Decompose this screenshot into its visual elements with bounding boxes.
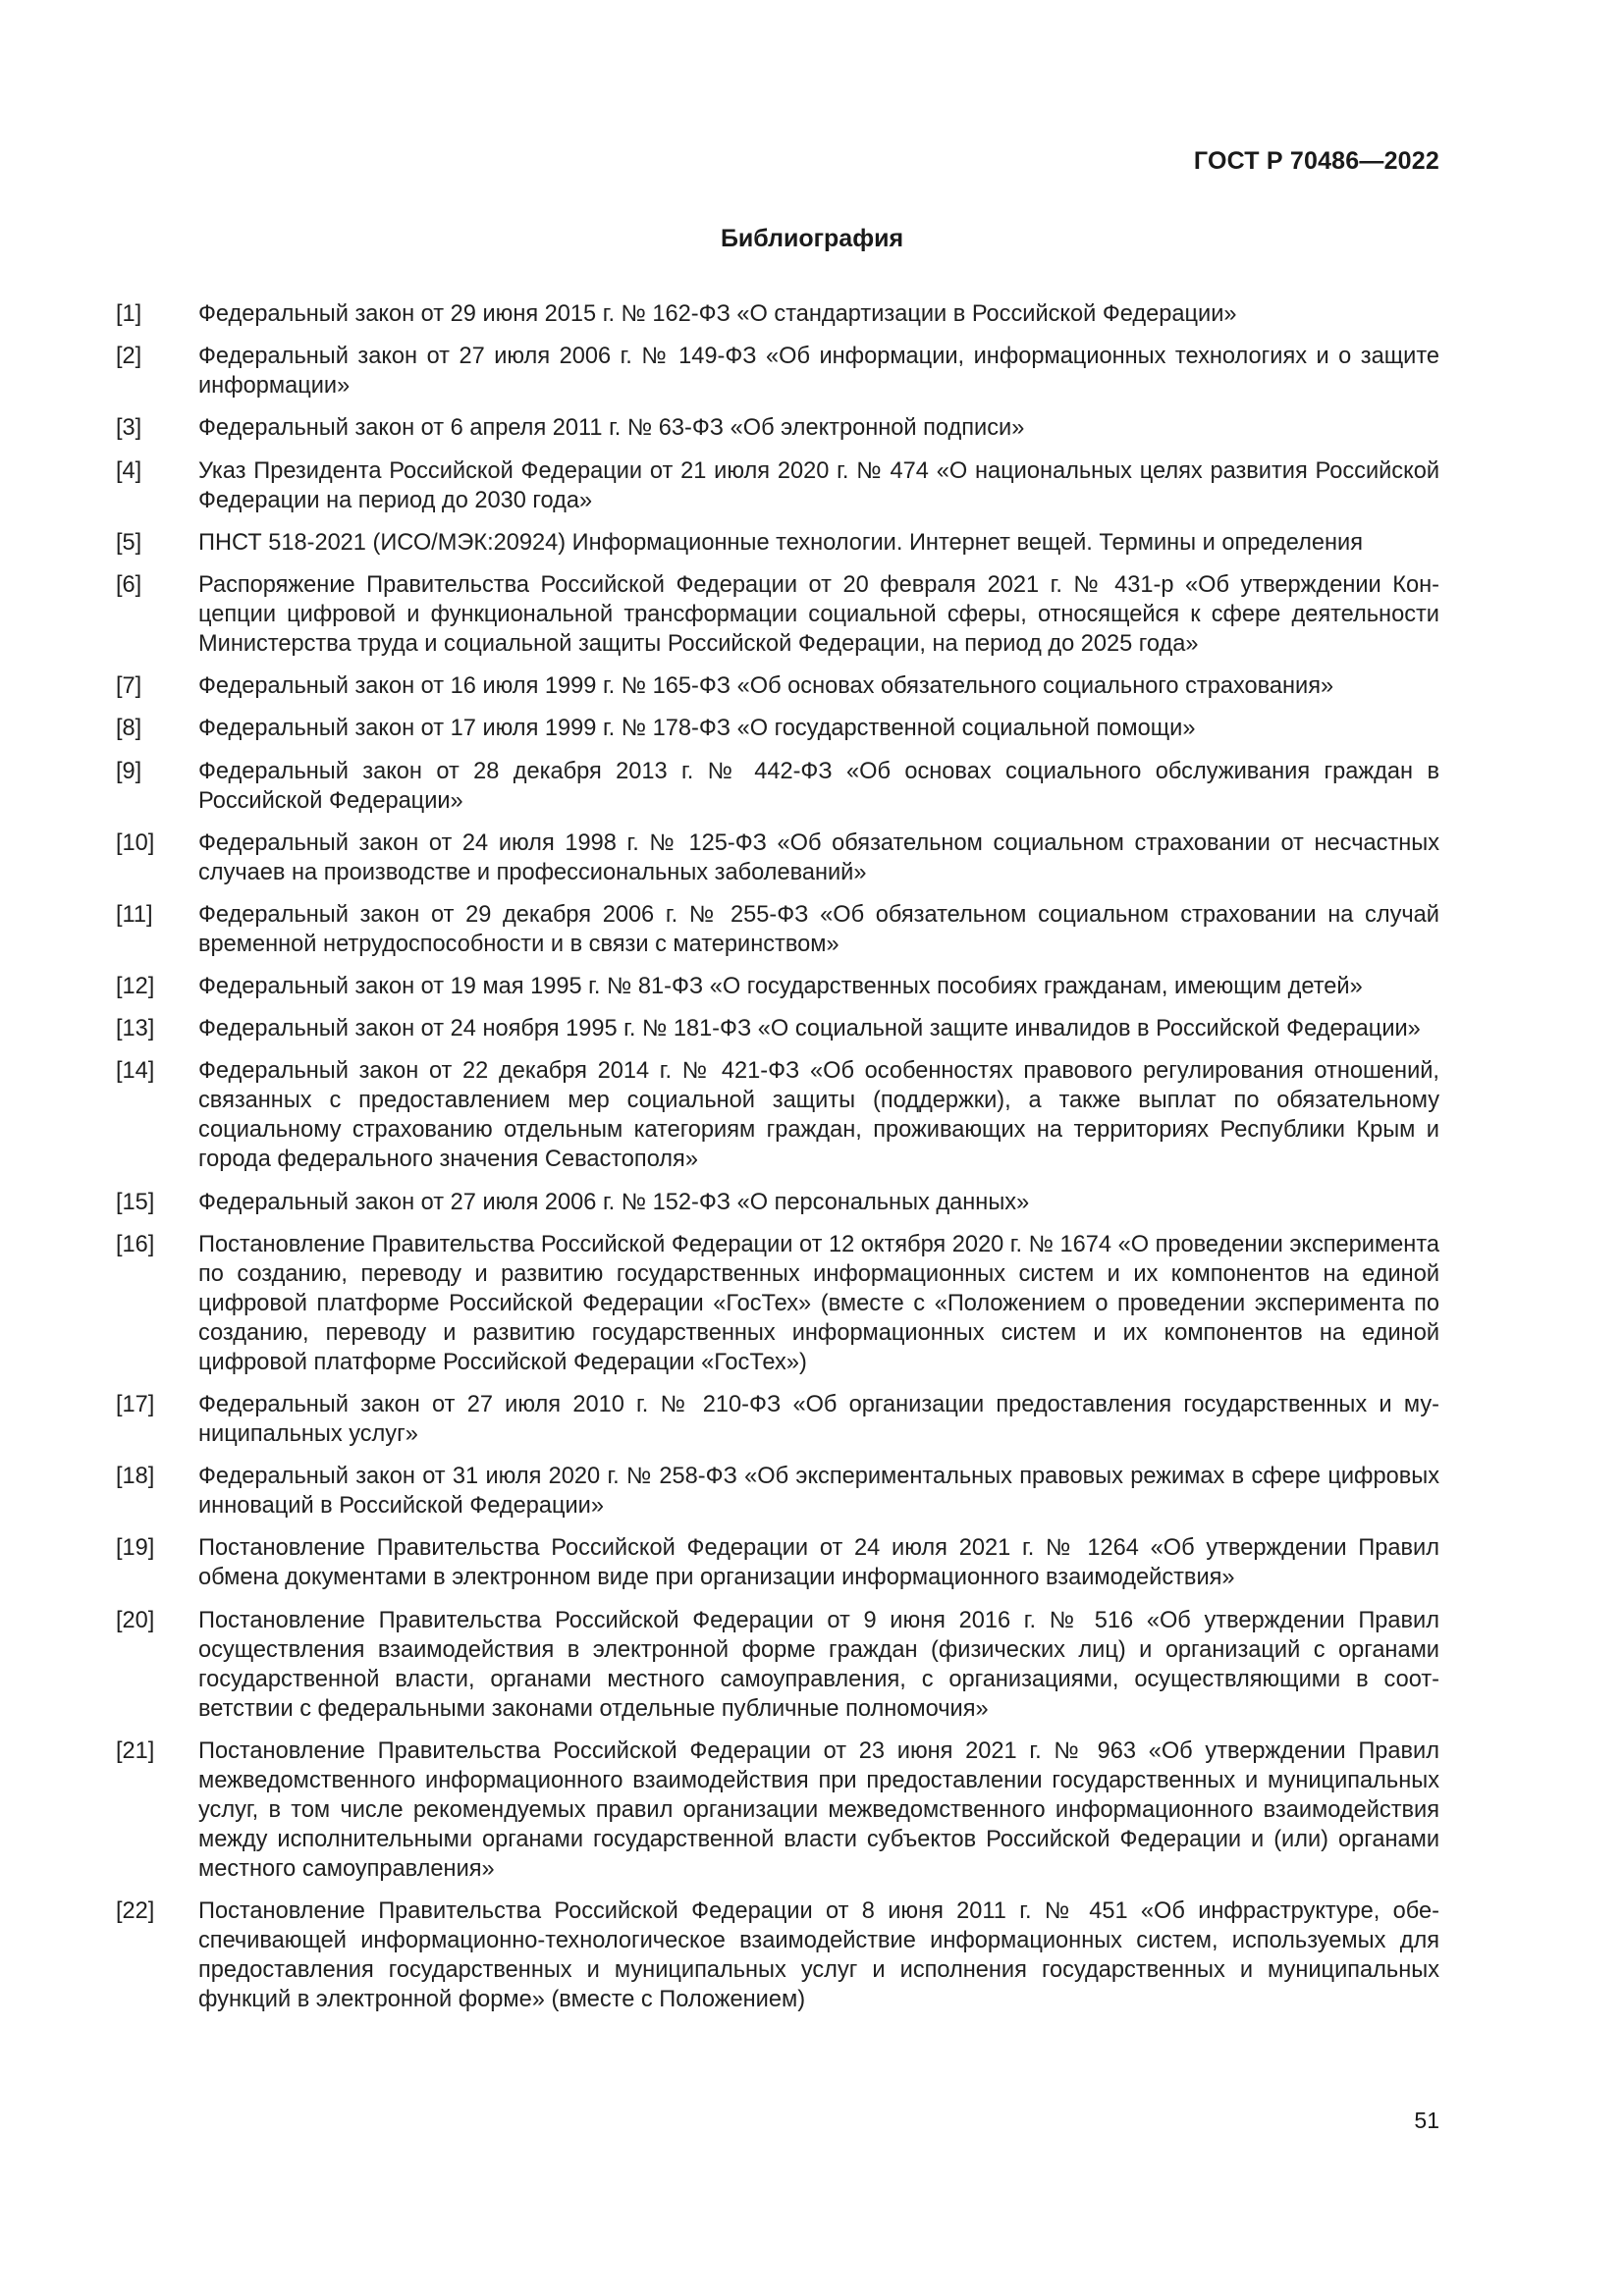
bibliography-entry	[116, 413, 1439, 443]
bibliography-entry-text: Постановление Правительства Российской Федерации от 23 июня 2021 г. № 963 «Об утверждении Правил межведомственного информационного взаимодействия при предоставлении государственных и муниципальных услуг, в том числе рекомендуемых правил организации межведомственного информационного взаимодействия между исполнительными органами государственной власти субъектов Российской Федерации и (или) органами местного самоуправления»	[198, 1737, 1439, 1882]
bibliography-entry	[116, 1056, 1439, 1174]
bibliography-entry-text: Федеральный закон от 31 июля 2020 г. № 258-ФЗ «Об экспериментальных правовых режимах в сфере цифровых инноваций в Российской Федерации»	[198, 1464, 1439, 1520]
bibliography-entry	[116, 1014, 1439, 1043]
bibliography-entry-number: [15]	[116, 1189, 155, 1215]
bibliography-entry	[116, 1188, 1439, 1217]
document-code: ГОСТ Р 70486—2022	[1193, 147, 1439, 175]
bibliography-entry-number: [5]	[116, 529, 142, 556]
bibliography-entry-text: Федеральный закон от 24 июля 1998 г. № 125-ФЗ «Об обязательном социальном страховании от несчастных случаев на производстве и профессиональных заболеваний»	[198, 829, 1439, 885]
bibliography-entry-text: Федеральный закон от 16 июля 1999 г. № 165-ФЗ «Об основах обязательного социального страхования»	[198, 673, 1334, 700]
bibliography-list	[116, 299, 1439, 2027]
bibliography-entry	[116, 342, 1439, 400]
bibliography-entry-text: Федеральный закон от 29 декабря 2006 г. № 255-ФЗ «Об обязательном социальном страховании на случай временной нетрудоспособности и в связи с материнством»	[198, 901, 1439, 957]
bibliography-entry-number: [14]	[116, 1058, 155, 1085]
bibliography-entry-number: [4]	[116, 457, 142, 484]
bibliography-entry	[116, 299, 1439, 329]
bibliography-entry-number: [8]	[116, 716, 142, 742]
bibliography-entry	[116, 714, 1439, 743]
bibliography-entry-text: Постановление Правительства Российской Федерации от 8 июня 2011 г. № 451 «Об инфраструктуре, обеспечивающей информационно-технологическое взаимодействие информационных систем, используемых для предоставления государственных и муниципальных услуг и исполнения государственных и муниципальных функций в электронной форме» (вместе с Положением)	[198, 1897, 1439, 2012]
page-number: 51	[1414, 2108, 1439, 2133]
bibliography-entry	[116, 972, 1439, 1001]
bibliography-entry-number: [19]	[116, 1535, 155, 1562]
bibliography-entry-number: [7]	[116, 673, 142, 700]
bibliography-entry-text: Федеральный закон от 24 ноября 1995 г. № 181-ФЗ «О социальной защите инвалидов в Российской Федерации»	[198, 1016, 1421, 1042]
bibliography-entry-text: Федеральный закон от 27 июля 2006 г. № 152-ФЗ «О персональных данных»	[198, 1189, 1030, 1215]
bibliography-entry-number: [17]	[116, 1392, 155, 1417]
bibliography-entry-number: [9]	[116, 758, 142, 784]
bibliography-entry	[116, 570, 1439, 659]
bibliography-entry-text: Постановление Правительства Российской Федерации от 24 июля 2021 г. № 1264 «Об утверждении Правил обмена документами в электронном виде при организации информационного взаимодействия»	[198, 1535, 1439, 1591]
bibliography-entry-text: Федеральный закон от 27 июля 2006 г. № 149-ФЗ «Об информации, информационных технологиях и о защите информации»	[198, 344, 1439, 400]
bibliography-entry-number: [16]	[116, 1231, 155, 1257]
bibliography-entry	[116, 528, 1439, 558]
bibliography-entry-text: Распоряжение Правительства Российской Федерации от 20 февраля 2021 г. № 431-р «Об утверждении Концепции цифровой и функциональной трансформации социальной сферы, относящейся к сфере деятельности Министерства труда и социальной защиты Российской Федерации, на период до 2025 года»	[198, 571, 1439, 657]
bibliography-entry	[116, 1390, 1439, 1449]
bibliography-entry-text: Указ Президента Российской Федерации от 21 июля 2020 г. № 474 «О национальных целях развития Российской Федерации на период до 2030 года»	[198, 457, 1439, 513]
bibliography-entry-text: Федеральный закон от 28 декабря 2013 г. № 442-ФЗ «Об основах социального обслуживания граждан в Российской Федерации»	[198, 758, 1439, 814]
bibliography-entry	[116, 1533, 1439, 1592]
bibliography-entry-text: Федеральный закон от 6 апреля 2011 г. № 63-ФЗ «Об электронной подписи»	[198, 415, 1025, 442]
bibliography-entry	[116, 1606, 1439, 1724]
bibliography-entry-number: [21]	[116, 1737, 155, 1764]
bibliography-entry	[116, 456, 1439, 515]
bibliography-entry-number: [22]	[116, 1897, 155, 1924]
bibliography-entry	[116, 828, 1439, 887]
bibliography-entry	[116, 900, 1439, 959]
bibliography-entry	[116, 1462, 1439, 1521]
bibliography-entry-number: [2]	[116, 344, 142, 370]
bibliography-entry-number: [6]	[116, 571, 142, 598]
bibliography-entry-text: Федеральный закон от 29 июня 2015 г. № 162-ФЗ «О стандартизации в Российской Федерации»	[198, 301, 1237, 327]
bibliography-entry-number: [11]	[116, 901, 153, 928]
bibliography-entry	[116, 1230, 1439, 1377]
bibliography-entry-text: Постановление Правительства Российской Федерации от 9 июня 2016 г. № 516 «Об утверждении Правил осуществления взаимодействия в электронной форме граждан (физических лиц) и организаций с органами государственной власти, органами местного самоуправления, с организациями, осуществляющими в соответствии с федеральными законами отдельные публичные полномочия»	[198, 1607, 1439, 1722]
bibliography-entry-number: [1]	[116, 301, 142, 327]
bibliography-entry-number: [13]	[116, 1016, 155, 1042]
bibliography-entry-number: [10]	[116, 829, 155, 856]
bibliography-entry-text: Постановление Правительства Российской Федерации от 12 октября 2020 г. № 1674 «О проведении эксперимента по созданию, переводу и развитию государственных информационных систем и их компонентов на единой цифровой платформе Российской Федерации «ГосТех» (вместе с «Положением о проведении эксперимента по созданию, переводу и развитию государственных информационных систем и их компонентов на единой цифровой платформе Российской Федерации «ГосТех»)	[198, 1231, 1439, 1375]
bibliography-entry	[116, 1896, 1439, 2014]
bibliography-entry-number: [3]	[116, 415, 142, 442]
bibliography-entry-text: Федеральный закон от 17 июля 1999 г. № 178-ФЗ «О государственной социальной помощи»	[198, 716, 1196, 742]
bibliography-entry-number: [20]	[116, 1607, 155, 1633]
bibliography-entry	[116, 1736, 1439, 1884]
bibliography-entry	[116, 671, 1439, 701]
bibliography-entry-number: [18]	[116, 1464, 155, 1490]
bibliography-entry-text: ПНСТ 518-2021 (ИСО/МЭК:20924) Информационные технологии. Интернет вещей. Термины и определения	[198, 529, 1364, 556]
section-title: Библиография	[720, 225, 904, 252]
bibliography-entry-text: Федеральный закон от 19 мая 1995 г. № 81-ФЗ «О государственных пособиях гражданам, имеющим детей»	[198, 974, 1363, 1000]
bibliography-entry	[116, 757, 1439, 816]
bibliography-entry-text: Федеральный закон от 27 июля 2010 г. № 210-ФЗ «Об организации предоставления государственных и муниципальных услуг»	[198, 1392, 1439, 1447]
bibliography-entry-number: [12]	[116, 974, 155, 1000]
bibliography-entry-text: Федеральный закон от 22 декабря 2014 г. № 421-ФЗ «Об особенностях правового регулирования отношений, связанных с предоставлением мер социальной защиты (поддержки), а также выплат по обязательному социальному страхованию отдельным категориям граждан, проживающих на территориях Республики Крым и города федерального значения Севастополя»	[198, 1058, 1439, 1173]
